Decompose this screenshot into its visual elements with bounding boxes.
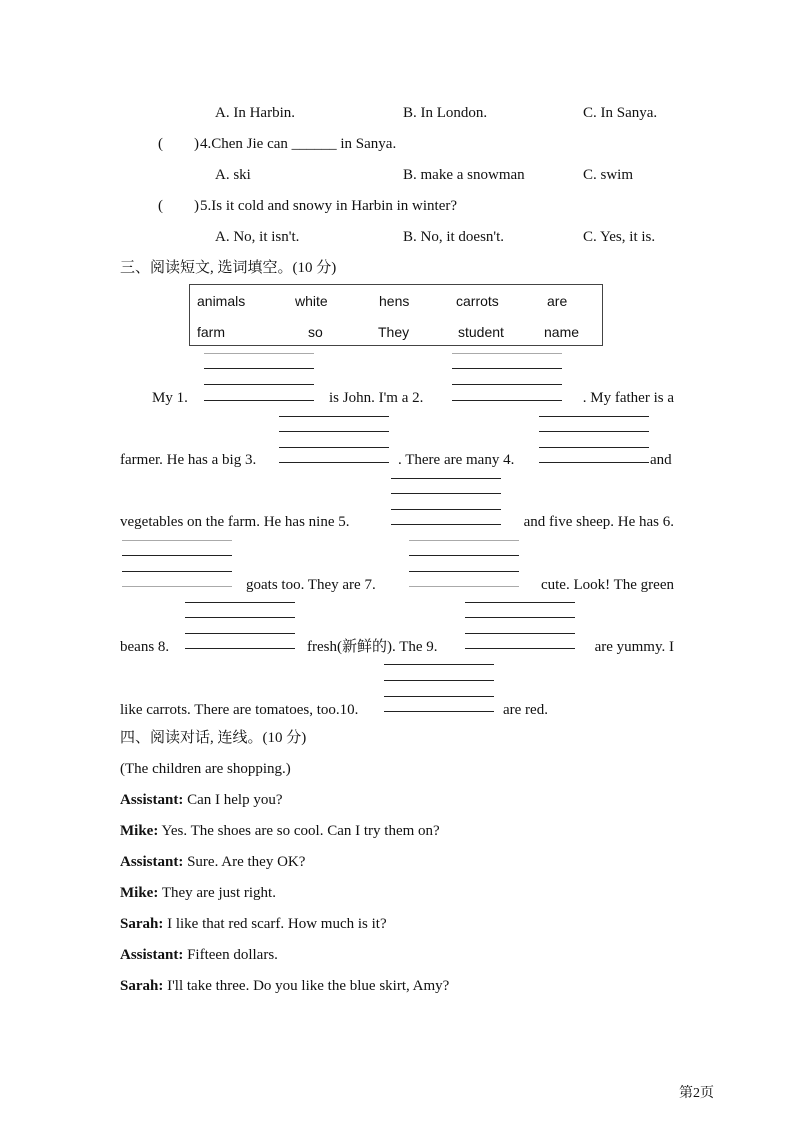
blank-10-guide: [384, 680, 494, 681]
blank-10-guide: [384, 664, 494, 665]
dialogue-line: [120, 977, 449, 995]
blank-2-guide: [452, 384, 562, 385]
blank-1-guide: [204, 368, 314, 369]
passage-text: . There are many 4.: [398, 452, 515, 468]
blank-3-guide: [279, 447, 389, 448]
blank-3-guide: [279, 431, 389, 432]
blank-7-guide: [409, 540, 519, 541]
q4-answer-paren-open[interactable]: (: [158, 136, 163, 152]
speaker-name: Mike:: [120, 823, 159, 839]
passage-text: My 1.: [152, 390, 188, 406]
q4-option-c: C. swim: [583, 167, 634, 183]
dialogue-line: [120, 884, 276, 902]
dialogue-text: Fifteen dollars.: [187, 947, 278, 963]
passage-text: farmer. He has a big 3.: [120, 452, 257, 468]
blank-8-answer-line[interactable]: [185, 648, 295, 649]
q5-answer-paren-open[interactable]: (: [158, 198, 163, 214]
q5-option-b: B. No, it doesn't.: [403, 229, 505, 245]
blank-9-guide: [465, 617, 575, 618]
blank-5-answer-line[interactable]: [391, 524, 501, 525]
blank-9-guide: [465, 633, 575, 634]
word-bank-item: white: [295, 293, 328, 309]
blank-6-guide: [122, 540, 232, 541]
q3-option-b: B. In London.: [403, 105, 488, 121]
blank-1-guide: [204, 384, 314, 385]
q5-option-c: C. Yes, it is.: [583, 229, 656, 245]
passage-text: and five sheep. He has 6.: [523, 514, 674, 530]
speaker-name: Assistant:: [120, 854, 184, 870]
speaker-name: Sarah:: [120, 916, 164, 932]
blank-6-guide: [122, 555, 232, 556]
dialogue-text: Yes. The shoes are so cool. Can I try them on?: [161, 823, 440, 839]
blank-7-guide: [409, 571, 519, 572]
dialogue-text: I'll take three. Do you like the blue skirt, Amy?: [167, 978, 450, 994]
blank-3-answer-line[interactable]: [279, 462, 389, 463]
dialogue-line: [120, 853, 305, 871]
passage-text: . My father is a: [582, 390, 674, 406]
blank-9-guide: [465, 602, 575, 603]
dialogue-line: [120, 822, 440, 840]
q5-question: 5.Is it cold and snowy in Harbin in winter?: [200, 198, 458, 214]
passage-text: are red.: [503, 702, 548, 718]
passage-text: is John. I'm a 2.: [329, 390, 424, 406]
dialogue-text: I like that red scarf. How much is it?: [167, 916, 387, 932]
blank-10-guide: [384, 696, 494, 697]
dialogue-line: [120, 791, 282, 809]
blank-8-guide: [185, 602, 295, 603]
q3-option-a: A. In Harbin.: [215, 105, 295, 121]
passage-text: beans 8.: [120, 639, 170, 655]
passage-text: and: [650, 452, 672, 468]
word-bank-item: so: [308, 324, 323, 340]
blank-5-guide: [391, 509, 501, 510]
word-bank-item: animals: [197, 293, 246, 309]
blank-2-answer-line[interactable]: [452, 400, 562, 401]
dialogue-text: Can I help you?: [187, 792, 283, 808]
speaker-name: Assistant:: [120, 792, 184, 808]
word-bank-item: carrots: [456, 293, 499, 309]
dialogue-text: They are just right.: [161, 885, 276, 901]
q4-option-b: B. make a snowman: [403, 167, 525, 183]
passage-text: fresh(新鲜的). The 9.: [307, 639, 438, 655]
blank-5-guide: [391, 493, 501, 494]
blank-10-answer-line[interactable]: [384, 711, 494, 712]
dialogue-intro: (The children are shopping.): [120, 761, 291, 777]
speaker-name: Assistant:: [120, 947, 184, 963]
passage-text: are yummy. I: [594, 639, 674, 655]
q4-answer-paren-close: ): [194, 136, 199, 152]
dialogue-line: [120, 915, 387, 933]
blank-1-guide: [204, 353, 314, 354]
section3-title: 三、阅读短文, 选词填空。(10 分): [120, 260, 337, 276]
passage-text: vegetables on the farm. He has nine 5.: [120, 514, 350, 530]
blank-6-answer-line[interactable]: [122, 586, 232, 587]
blank-5-guide: [391, 478, 501, 479]
blank-4-guide: [539, 431, 649, 432]
blank-4-answer-line[interactable]: [539, 462, 649, 463]
q4-option-a: A. ski: [215, 167, 251, 183]
blank-6-guide: [122, 571, 232, 572]
blank-2-guide: [452, 353, 562, 354]
blank-2-guide: [452, 368, 562, 369]
q3-option-c: C. In Sanya.: [583, 105, 658, 121]
blank-4-guide: [539, 447, 649, 448]
section4-title: 四、阅读对话, 连线。(10 分): [120, 730, 307, 746]
passage-text: cute. Look! The green: [540, 577, 674, 593]
blank-9-answer-line[interactable]: [465, 648, 575, 649]
page-number: 第2页: [679, 1086, 714, 1101]
blank-7-answer-line[interactable]: [409, 586, 519, 587]
passage-text: goats too. They are 7.: [246, 577, 376, 593]
blank-7-guide: [409, 555, 519, 556]
q5-option-a: A. No, it isn't.: [215, 229, 300, 245]
word-bank-item: student: [458, 324, 504, 340]
dialogue-text: Sure. Are they OK?: [187, 854, 306, 870]
blank-8-guide: [185, 633, 295, 634]
dialogue-line: [120, 946, 278, 964]
blank-1-answer-line[interactable]: [204, 400, 314, 401]
speaker-name: Sarah:: [120, 978, 164, 994]
blank-4-guide: [539, 416, 649, 417]
speaker-name: Mike:: [120, 885, 159, 901]
passage-text: like carrots. There are tomatoes, too.10.: [120, 702, 359, 718]
blank-8-guide: [185, 617, 295, 618]
word-bank-item: are: [547, 293, 568, 309]
q5-answer-paren-close: ): [194, 198, 199, 214]
q4-question: 4.Chen Jie can ______ in Sanya.: [200, 136, 397, 152]
word-bank-item: name: [544, 324, 580, 340]
word-bank-item: hens: [379, 293, 410, 309]
word-bank-box: [189, 284, 603, 346]
word-bank-item: They: [378, 324, 410, 340]
blank-3-guide: [279, 416, 389, 417]
word-bank-item: farm: [197, 324, 225, 340]
